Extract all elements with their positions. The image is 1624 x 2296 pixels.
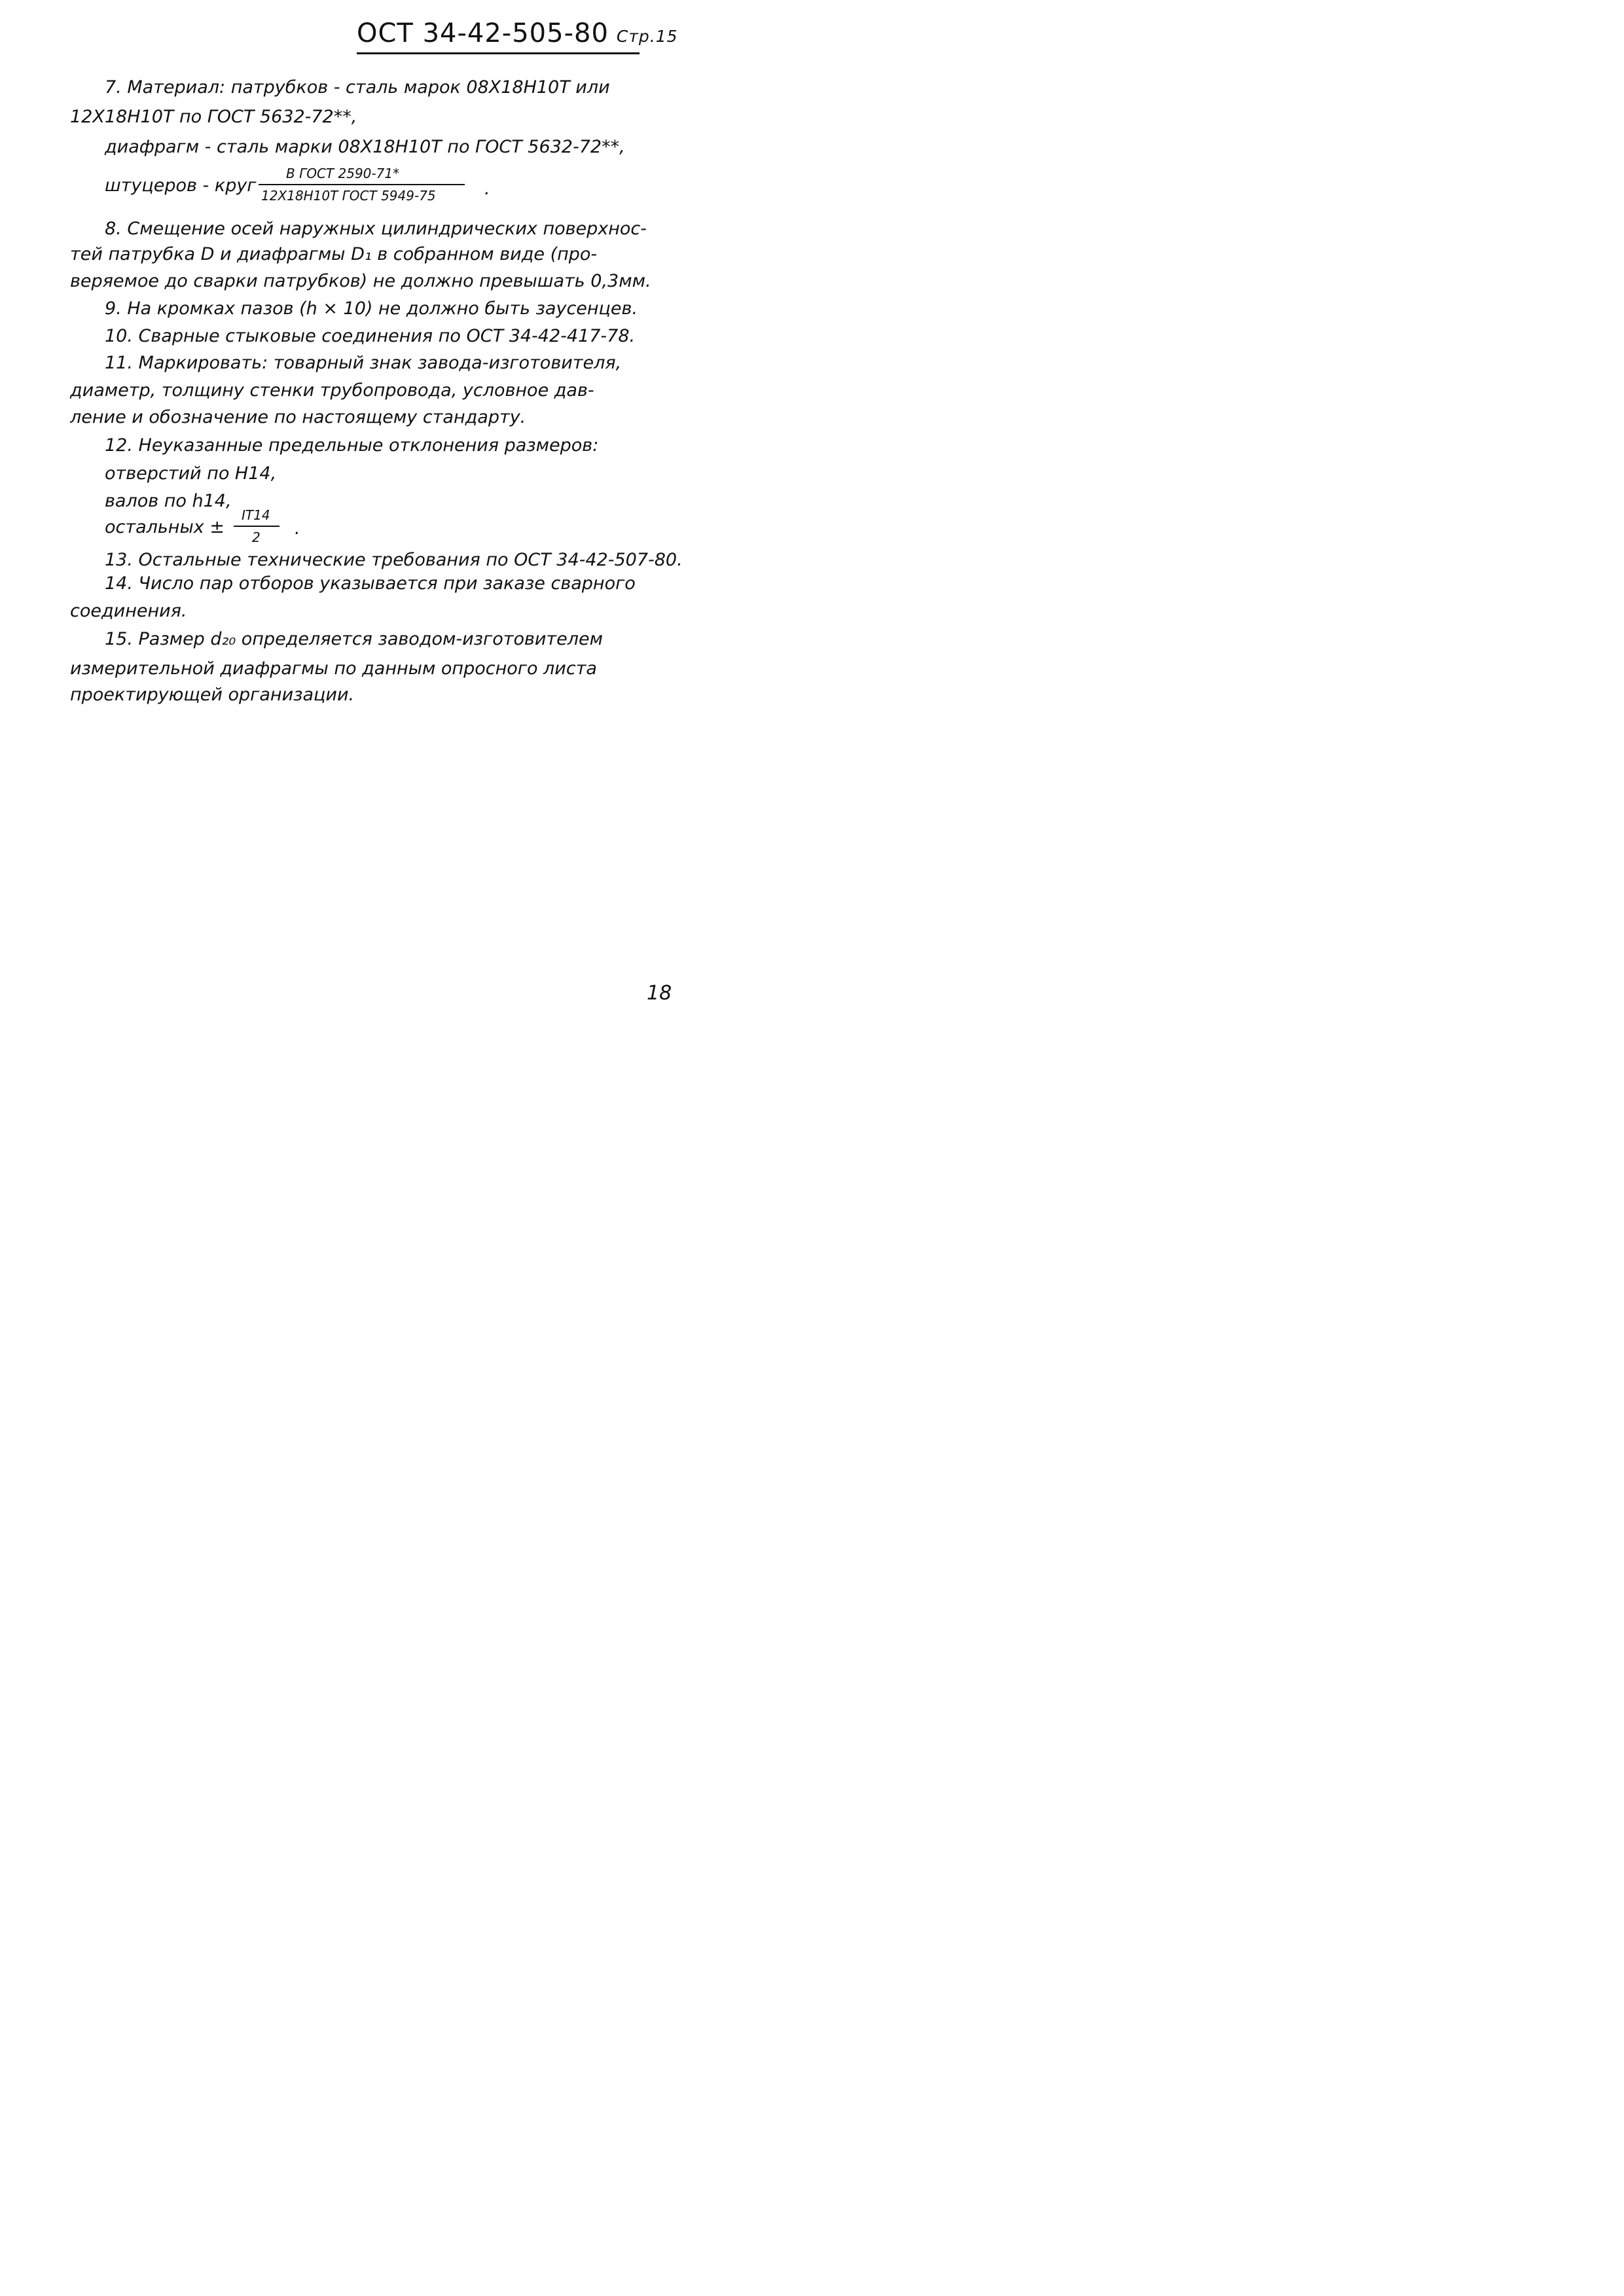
tolerance-label: остальных ±	[105, 517, 225, 537]
item-10-line-1: 10. Сварные стыковые соединения по ОСТ 34-42-417-78.	[105, 326, 636, 346]
item-15-line-3: проектирующей организации.	[70, 685, 355, 705]
item-12-holes: отверстий по Н14,	[105, 463, 277, 484]
item-8-line-1: 8. Смещение осей наружных цилиндрических поверхнос-	[105, 219, 647, 239]
item-12-shafts: валов по h14,	[105, 491, 232, 511]
page-number: 18	[647, 982, 672, 1005]
tolerance-fraction	[234, 507, 280, 547]
fittings-period: .	[484, 179, 490, 199]
item-14-line-1: 14. Число пар отборов указывается при заказе сварного	[105, 573, 636, 594]
item-14-line-2: соединения.	[70, 601, 187, 621]
tolerance-period: .	[295, 518, 300, 539]
item-11-line-1: 11. Маркировать: товарный знак завода-изготовителя,	[105, 353, 622, 373]
fraction-denominator: 12Х18Н10Т ГОСТ 5949-75	[261, 188, 436, 204]
item-12-line-1: 12. Неуказанные предельные отклонения размеров:	[105, 435, 599, 456]
page-label: Стр.15	[616, 27, 678, 46]
tolerance-numerator: IT14	[242, 507, 270, 523]
fraction-bar	[259, 184, 465, 185]
tolerance-denominator: 2	[252, 529, 261, 545]
item-8-line-2: тей патрубка D и диафрагмы D₁ в собранном виде (про-	[70, 244, 598, 264]
item-7-line-1: 7. Материал: патрубков - сталь марок 08Х18Н10Т или	[105, 77, 610, 98]
header-underline	[357, 52, 640, 54]
fraction-numerator: В ГОСТ 2590-71*	[286, 166, 400, 181]
fittings-fraction	[259, 166, 465, 206]
item-13-line-1: 13. Остальные технические требования по ОСТ 34-42-507-80.	[105, 550, 683, 570]
tolerance-bar	[234, 526, 280, 527]
item-7-line-2: 12Х18Н10Т по ГОСТ 5632-72**,	[70, 107, 357, 127]
item-15-line-1: 15. Размер d₂₀ определяется заводом-изготовителем	[105, 629, 604, 649]
item-11-line-2: диаметр, толщину стенки трубопровода, условное дав-	[70, 380, 594, 401]
document-page	[0, 0, 720, 1016]
item-9-line-1: 9. На кромках пазов (h × 10) не должно быть заусенцев.	[105, 298, 638, 319]
document-code	[357, 18, 678, 48]
item-15-line-2: измерительной диафрагмы по данным опросного листа	[70, 658, 597, 679]
item-7-line-3: диафрагм - сталь марки 08Х18Н10Т по ГОСТ 5632-72**,	[105, 137, 625, 157]
item-8-line-3: веряемое до сварки патрубков) не должно превышать 0,3мм.	[70, 271, 651, 291]
item-11-line-3: ление и обозначение по настоящему стандарту.	[70, 407, 526, 427]
document-code-text: ОСТ 34-42-505-80	[357, 18, 609, 48]
fittings-label: штуцеров - круг	[105, 175, 257, 196]
